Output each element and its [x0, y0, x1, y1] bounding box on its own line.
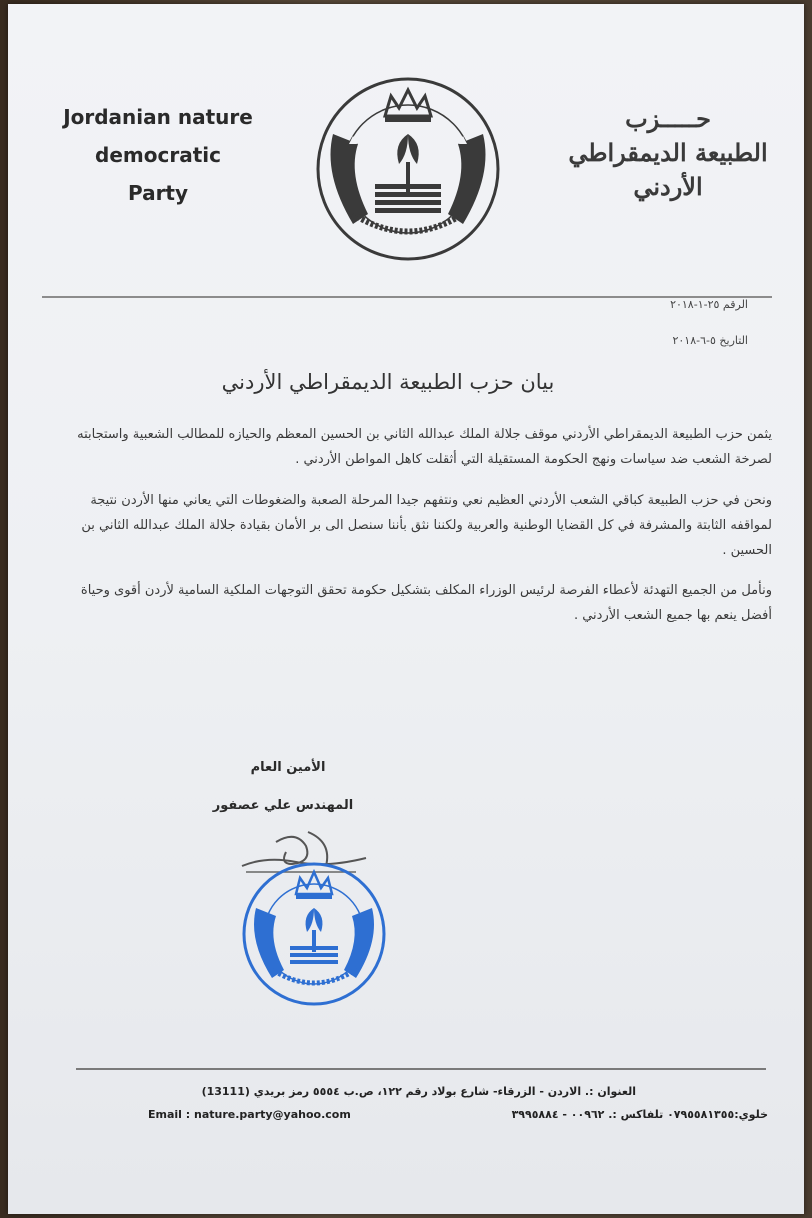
footer-divider [76, 1068, 766, 1070]
letter-date: التاريخ ٥-٦-٢٠١٨ [672, 334, 748, 347]
party-logo [313, 74, 503, 264]
paragraph-1: يثمن حزب الطبيعة الديمقراطي الأردني موقف جلالة الملك عبدالله الثاني بن الحسين المعظم والحيازه للمطالب الشعبية واستجابته لصرخة الشعب ضد سياسات ونهج الحكومة المستقيلة التي أثقلت كاهل المواطن الأردني . [77, 427, 772, 467]
english-name-line-3: Party [127, 181, 189, 205]
english-name-line-2: democratic [95, 143, 221, 167]
reference-number: الرقم ٢٥-١-٢٠١٨ [670, 298, 748, 311]
signatory-title: الأمين العام [250, 760, 326, 775]
footer-email: Email : nature.party@yahoo.com [148, 1108, 351, 1121]
english-name-line-1: Jordanian nature [63, 105, 253, 129]
footer-address: العنوان :. الاردن - الزرقاء- شارع بولاد رقم ١٢٢، ص.ب ٥٥٥٤ رمز بريدي (13111) [201, 1085, 636, 1098]
paragraph-3: ونأمل من الجميع التهدئة لأعطاء الفرصة لرئيس الوزراء المكلف بتشكيل حكومة تحقق التوجهات الملكية السامية لأردن أقوى وحياة أفضل ينعم بها جميع الشعب الأردني . [80, 583, 772, 623]
signatory-name: المهندس علي عصفور [212, 798, 354, 813]
english-party-name [38, 98, 278, 212]
arabic-name-line-3: الأردني [633, 172, 703, 201]
letter-page [8, 4, 804, 1214]
statement-title: بيان حزب الطبيعة الديمقراطي الأردني [221, 370, 555, 394]
arabic-name-line-2: الطبيعة الديمقراطي [568, 138, 768, 167]
paragraph-2: ونحن في حزب الطبيعة كباقي الشعب الأردني العظيم نعي ونتفهم جيدا المرحلة الصعبة والضغوطات التي يعاني منها الأردن نتيجة لمواقفه الثابتة والمشرفة في كل القضايا الوطنية والعربية ولكننا نثق بأننا سنصل الى بر الأمان بقيادة جلالة الملك عبدالله الثاني بن الحسين . [81, 493, 772, 558]
footer-contact: خلوي:٠٧٩٥٥٨١٣٥٥ تلفاكس :. ٠٠٩٦٢ - ٣٩٩٥٨٨٤ [511, 1108, 768, 1121]
party-stamp [240, 860, 388, 1008]
header-divider [42, 296, 772, 298]
arabic-party-name [548, 102, 788, 204]
arabic-name-line-1: حـــــزب [625, 104, 711, 133]
